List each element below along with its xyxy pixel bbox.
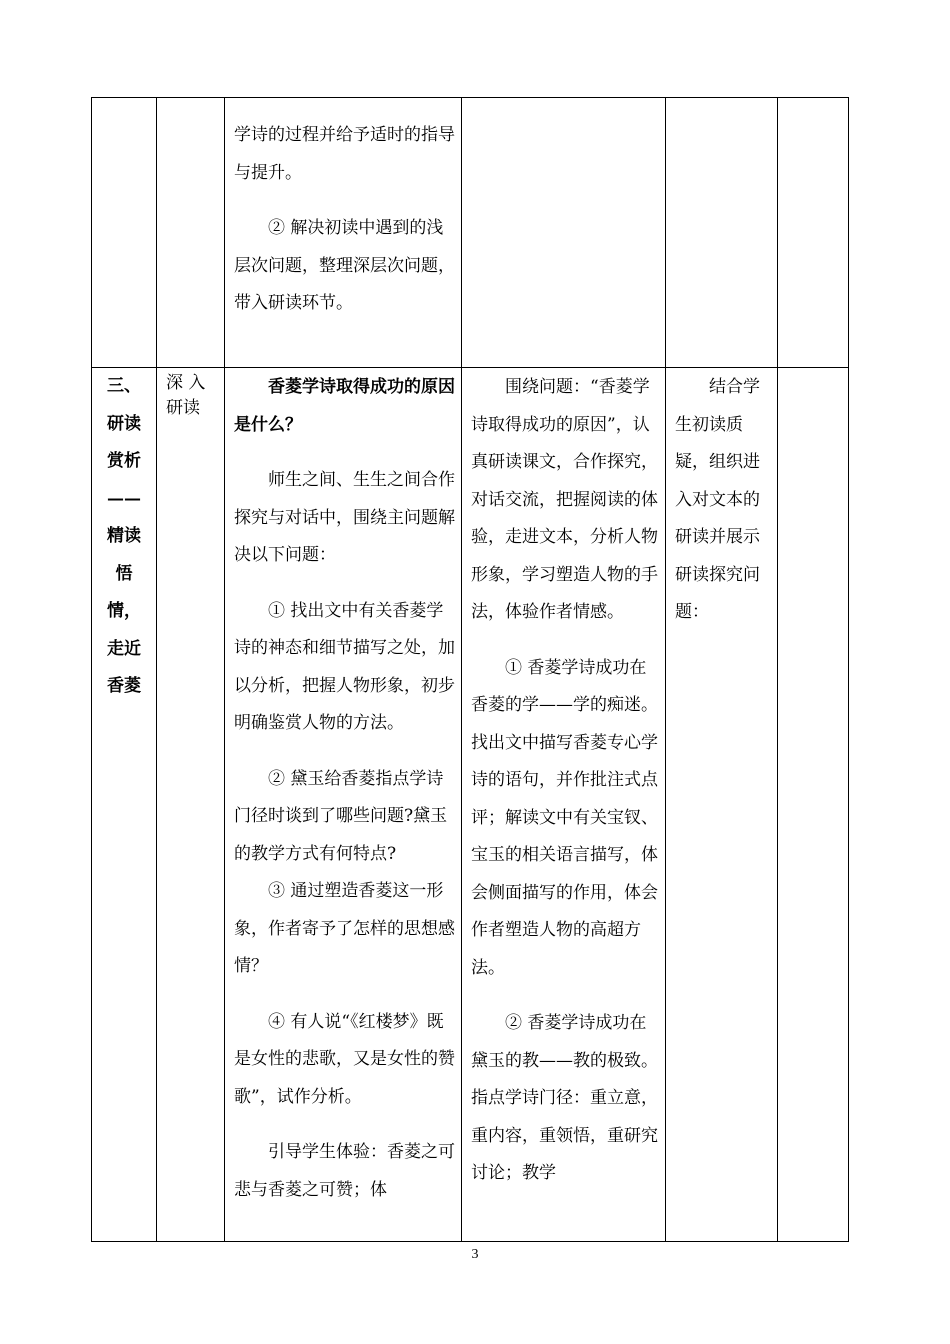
paragraph: ② 解决初读中遇到的浅层次问题，整理深层次问题，带入研读环节。: [234, 218, 455, 313]
notes-cell: [778, 368, 849, 1242]
paragraph: 围绕问题：“香菱学诗取得成功的原因”，认真研读课文，合作探究，对话交流，把握阅读的体验，走进文本，分析人物形象，学习塑造人物的手法，体验作者情感。: [471, 377, 658, 622]
paragraph: 结合学生初读质疑，组织进入对文本的研读并展示研读探究问题：: [675, 377, 760, 622]
design-intent-cell: [666, 98, 778, 368]
paragraph: ② 黛玉给香菱指点学诗门径时谈到了哪些问题?黛玉的教学方式有何特点?: [234, 768, 448, 864]
stage-line: 精读: [107, 526, 141, 546]
section-heading: 香菱学诗取得成功的原因是什么？: [234, 377, 455, 435]
substage-cell: [157, 368, 225, 1242]
stage-line: 三、: [107, 376, 141, 396]
stage-line: ——: [107, 488, 141, 509]
paragraph: ① 找出文中有关香菱学诗的神态和细节描写之处，加以分析，把握人物形象，初步明确鉴赏人物的方法。: [234, 600, 455, 733]
stage-line: 情，: [107, 601, 141, 621]
paragraph: ① 香菱学诗成功在香菱的学——学的痴迷。找出文中描写香菱专心学诗的语句，并作批注式点评；解读文中有关宝钗、宝玉的相关语言描写，体会侧面描写的作用，体会作者塑造人物的高超方法。: [471, 657, 658, 978]
stage-line: 赏析: [107, 451, 141, 471]
notes-cell: [778, 98, 849, 368]
stage-line: 走近: [107, 638, 141, 659]
paragraph: 学诗的过程并给予适时的指导与提升。: [234, 125, 455, 183]
table-row: [92, 98, 849, 368]
lesson-plan-table: [91, 97, 849, 1242]
paragraph: 引导学生体验：香菱之可悲与香菱之可赞；体: [234, 1142, 455, 1200]
student-activity-cell: [462, 368, 666, 1242]
substage-label: 深 入研读: [166, 373, 206, 418]
substage-cell: [157, 98, 225, 368]
page-number: 3: [471, 1247, 479, 1262]
table-row: [92, 368, 849, 1242]
stage-line: 香菱: [107, 676, 141, 696]
teacher-activity-cell: [225, 368, 462, 1242]
design-intent-cell: [666, 368, 778, 1242]
stage-line: 悟: [115, 563, 133, 584]
paragraph: 师生之间、生生之间合作探究与对话中，围绕主问题解决以下问题：: [234, 470, 455, 565]
paragraph: ③ 通过塑造香菱这一形象，作者寄予了怎样的思想感情？: [234, 881, 455, 976]
stage-cell: [92, 98, 157, 368]
paragraph: ④ 有人说“《红楼梦》既是女性的悲歌，又是女性的赞歌”，试作分析。: [234, 1011, 455, 1107]
stage-line: 研读: [107, 413, 141, 434]
student-activity-cell: [462, 98, 666, 368]
stage-cell: [92, 368, 157, 1242]
paragraph: ② 香菱学诗成功在黛玉的教——教的极致。指点学诗门径：重立意，重内容，重领悟，重研究讨论；教学: [471, 1013, 658, 1183]
teacher-activity-cell: [225, 98, 462, 368]
